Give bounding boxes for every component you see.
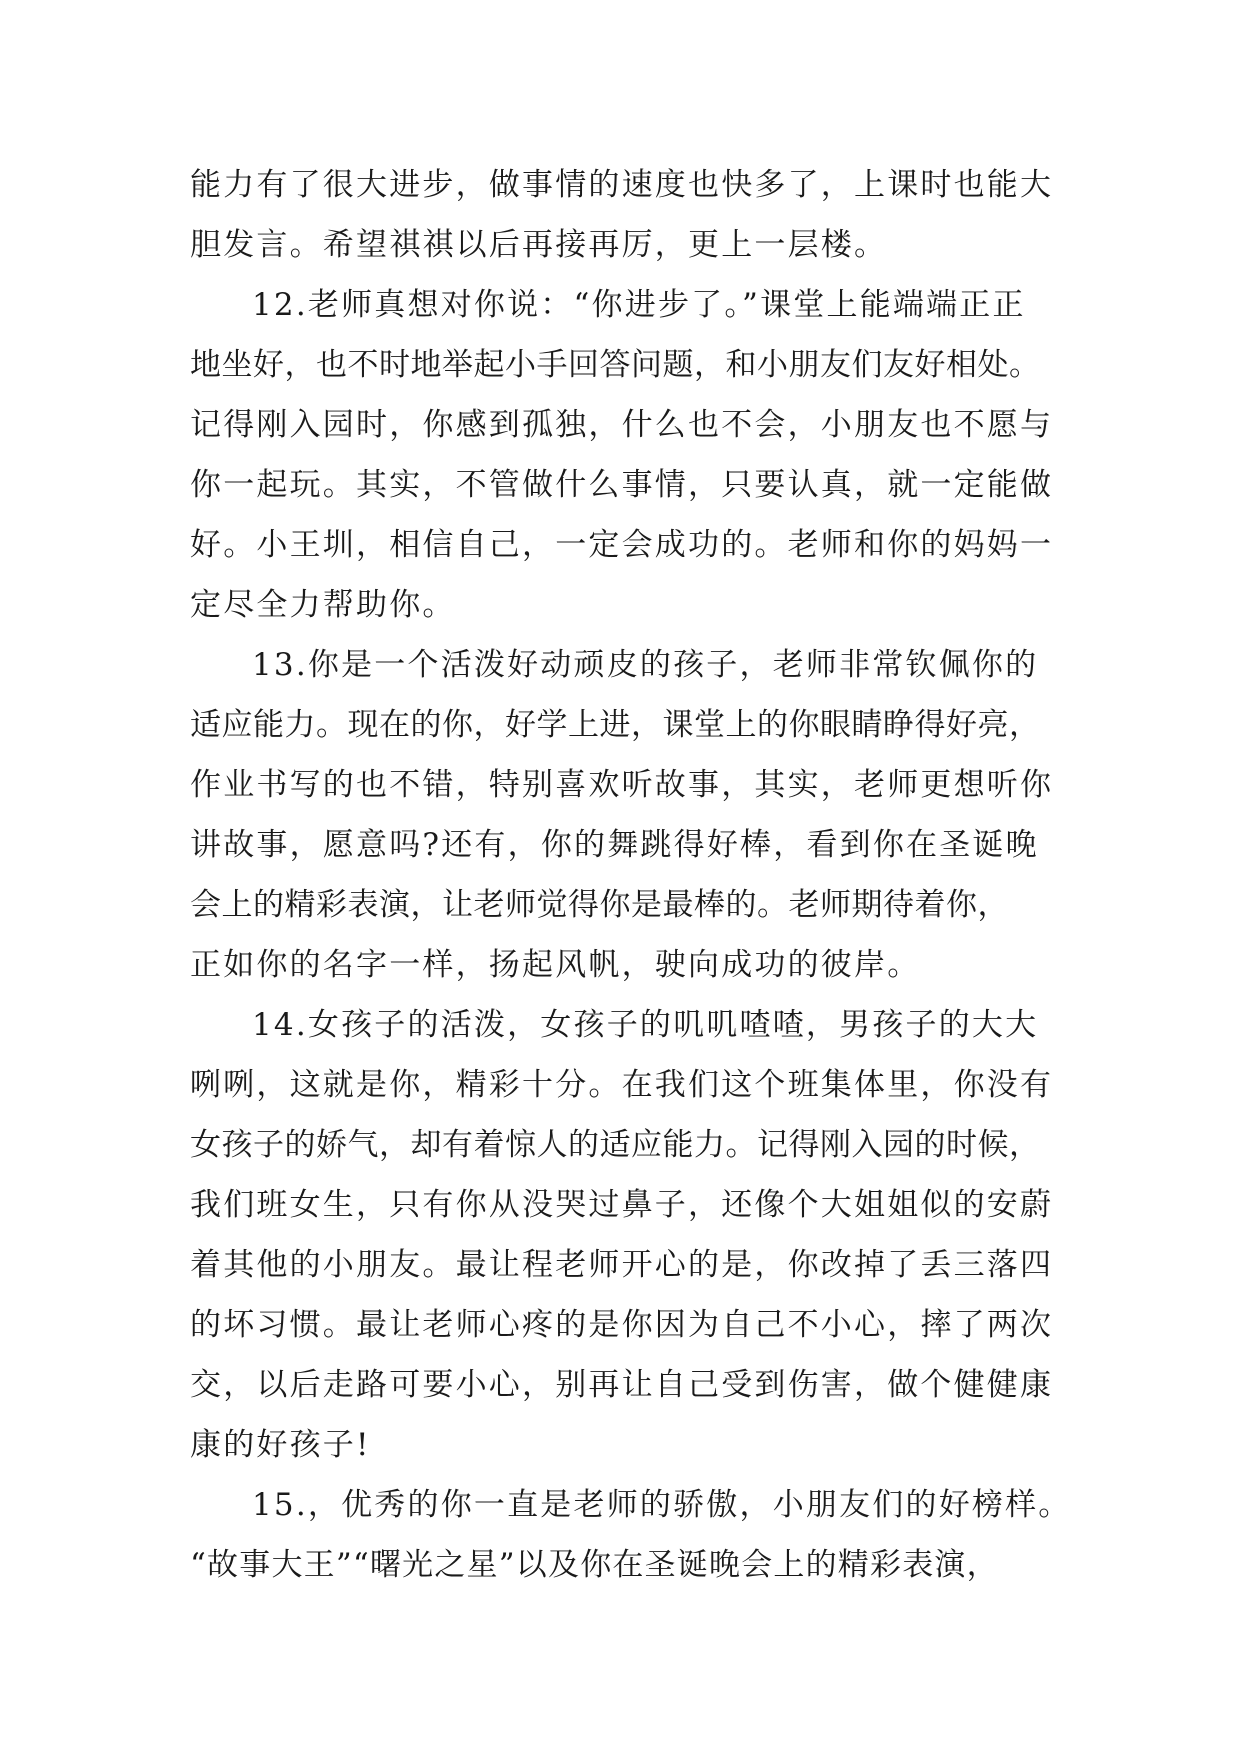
text-line-6: 你一起玩。其实，不管做什么事情，只要认真，就一定能做 (190, 467, 1054, 503)
text-line-19: 着其他的小朋友。最让程老师开心的是，你改掉了丢三落四 (190, 1247, 1054, 1283)
paragraph-12-start: 12.老师真想对你说：“你进步了。”课堂上能端端正正 (252, 287, 1026, 323)
text-line-22: 康的好孩子! (190, 1427, 371, 1463)
paragraph-14-start: 14.女孩子的活泼，女孩子的叽叽喳喳，男孩子的大大 (252, 1007, 1039, 1043)
text-line-2: 胆发言。希望祺祺以后再接再厉，更上一层楼。 (190, 227, 888, 263)
paragraph-13-start: 13.你是一个活泼好动顽皮的孩子，老师非常钦佩你的 (252, 647, 1039, 683)
text-line-4: 地坐好，也不时地举起小手回答问题，和小朋友们友好相处。 (190, 347, 1041, 383)
text-line-18: 我们班女生，只有你从没哭过鼻子，还像个大姐姐似的安蔚 (190, 1187, 1054, 1223)
text-line-10: 适应能力。现在的你，好学上进，课堂上的你眼睛睁得好亮， (190, 707, 1041, 743)
paragraph-15-start: 15.，优秀的你一直是老师的骄傲，小朋友们的好榜样。 (252, 1487, 1072, 1523)
text-line-7: 好。小王圳，相信自己，一定会成功的。老师和你的妈妈一 (190, 527, 1054, 563)
text-line-8: 定尽全力帮助你。 (190, 587, 456, 623)
text-line-21: 交，以后走路可要小心，别再让自己受到伤害，做个健健康 (190, 1367, 1054, 1403)
text-line-13: 会上的精彩表演，让老师觉得你是最棒的。老师期待着你， (190, 887, 1009, 923)
text-line-1: 能力有了很大进步，做事情的速度也快多了，上课时也能大 (190, 167, 1054, 203)
text-line-12: 讲故事，愿意吗?还有，你的舞跳得好棒，看到你在圣诞晚 (190, 827, 1039, 863)
text-line-16: 咧咧，这就是你，精彩十分。在我们这个班集体里，你没有 (190, 1067, 1054, 1103)
text-line-24: “故事大王”“曙光之星”以及你在圣诞晚会上的精彩表演， (190, 1547, 999, 1583)
text-line-20: 的坏习惯。最让老师心疼的是你因为自己不小心，摔了两次 (190, 1307, 1054, 1343)
text-line-17: 女孩子的娇气，却有着惊人的适应能力。记得刚入园的时候， (190, 1127, 1041, 1163)
text-line-5: 记得刚入园时，你感到孤独，什么也不会，小朋友也不愿与 (190, 407, 1054, 443)
text-line-11: 作业书写的也不错，特别喜欢听故事，其实，老师更想听你 (190, 767, 1054, 803)
text-line-14: 正如你的名字一样，扬起风帆，驶向成功的彼岸。 (190, 947, 921, 983)
